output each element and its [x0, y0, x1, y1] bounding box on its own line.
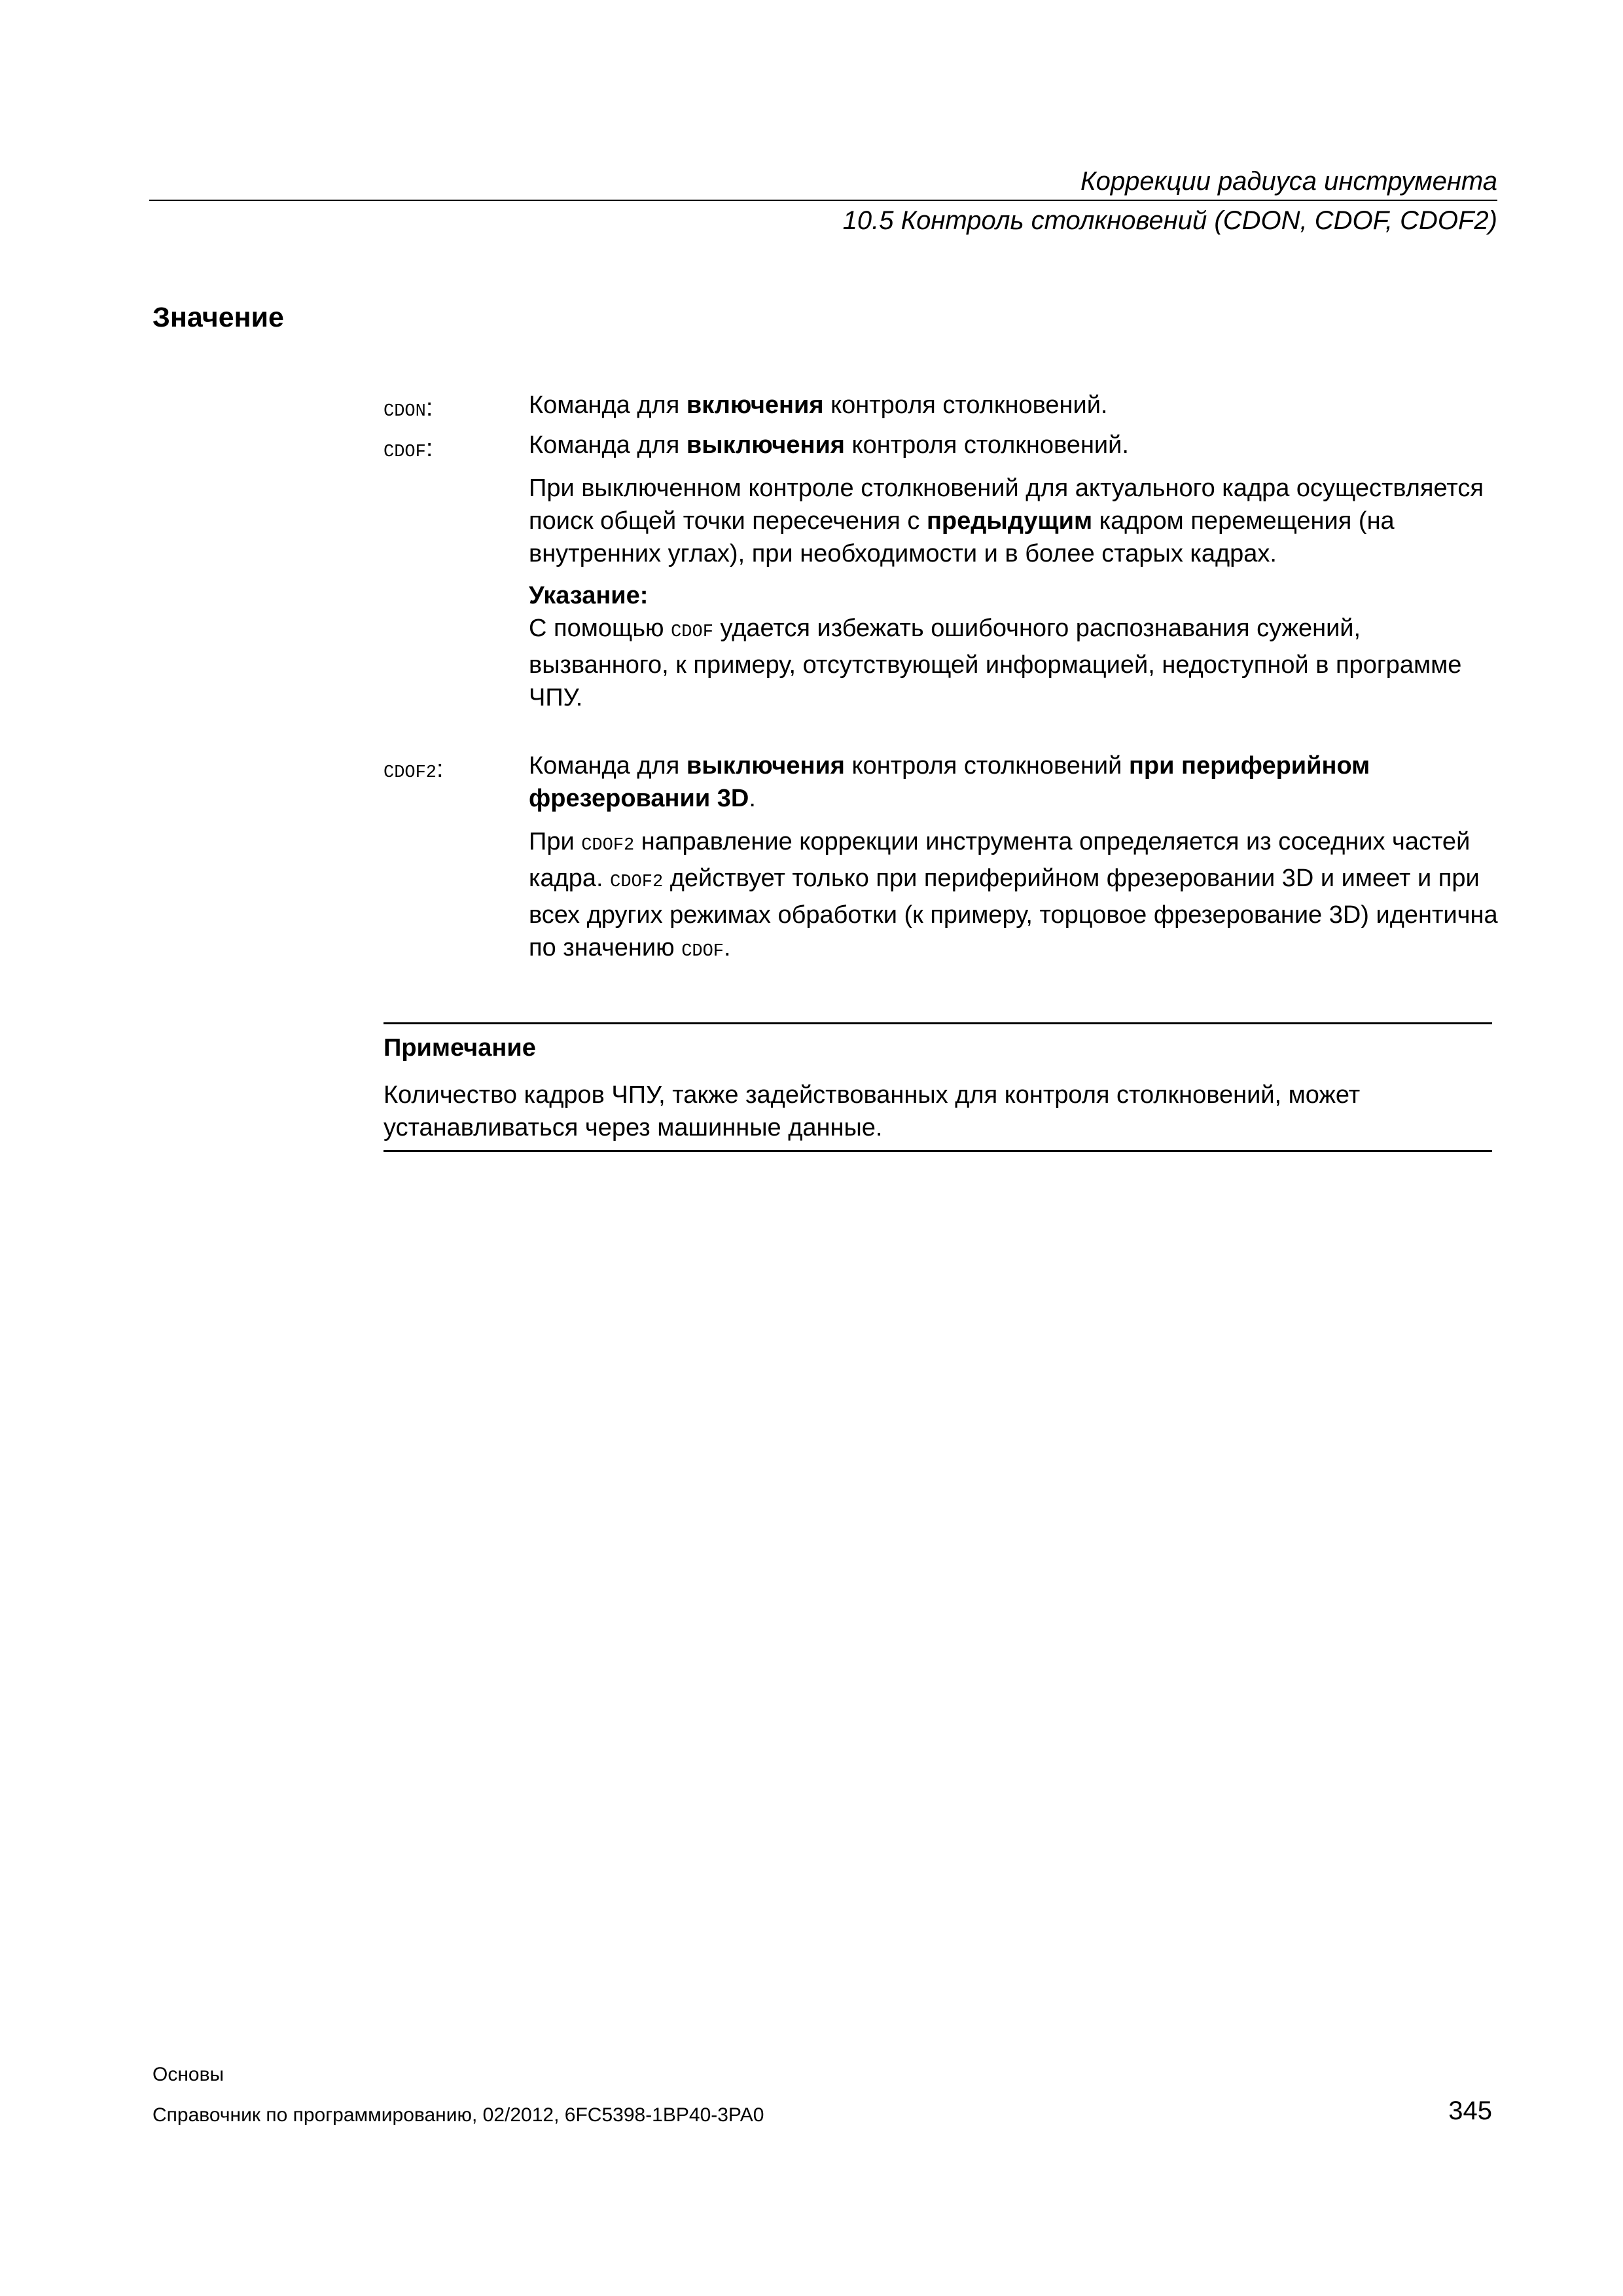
text-span: При [529, 828, 582, 855]
text-span: Команда для [529, 391, 687, 419]
text-span: направление коррекции инструмента определяется из соседних частей кадра. [529, 828, 1471, 892]
footer-doc-title: Основы [152, 2064, 224, 2085]
bold-span: при периферийном фрезеровании 3D [529, 752, 1370, 812]
text-span: удается избежать ошибочного распознавания сужений, вызванного, к примеру, отсутствующей информацией, недоступной в программе ЧПУ. [529, 615, 1462, 711]
term-cdon-colon: : [425, 394, 433, 422]
bold-span: выключения [686, 431, 845, 459]
text-span: . [749, 785, 756, 812]
inline-code: CDOF2 [610, 872, 664, 892]
bold-span: включения [686, 391, 824, 419]
page-number: 345 [1448, 2096, 1492, 2125]
running-header-chapter: Коррекции радиуса инструмента [1080, 167, 1497, 196]
hint-title: Указание: [529, 582, 649, 609]
running-header-section: 10.5 Контроль столкновений (CDON, CDOF, CDOF2) [842, 206, 1497, 235]
definition-cdon [529, 389, 1504, 422]
text-span: При выключенном контроле столкновений для актуального кадра осуществляется поиск общей точки пересечения с [529, 475, 1484, 535]
header-rule [149, 200, 1497, 201]
term-cdon-code: CDON [383, 402, 426, 422]
footer-doc-info: Справочник по программированию, 02/2012, 6FC5398-1BP40-3PA0 [152, 2104, 764, 2126]
bold-span: выключения [686, 752, 845, 780]
note-bottom-rule [383, 1150, 1492, 1152]
term-cdof2-code: CDOF2 [383, 763, 437, 783]
definition-cdof-text [529, 429, 1504, 461]
text-span: контроля столкновений. [823, 391, 1108, 419]
inline-code: CDOF [681, 942, 724, 961]
definition-cdof [529, 429, 1504, 714]
text-span: кадром перемещения (на внутренних углах), при необходимости и в более старых кадрах. [529, 507, 1395, 567]
definition-cdof2-paragraph [529, 825, 1504, 968]
definition-cdof2 [529, 749, 1504, 968]
term-cdof [383, 432, 433, 469]
term-cdof2 [383, 753, 444, 789]
term-cdon [383, 391, 433, 428]
term-cdof-code: CDOF [383, 442, 426, 462]
text-span: контроля столкновений [844, 752, 1129, 780]
term-cdof-colon: : [425, 435, 433, 462]
section-title: Значение [152, 302, 284, 333]
text-span: . [724, 934, 731, 961]
definition-cdof-paragraph [529, 472, 1504, 570]
hint-text [529, 612, 1504, 714]
bold-span: предыдущим [926, 507, 1093, 535]
inline-code: CDOF [671, 622, 713, 642]
text-span: С помощью [529, 615, 671, 642]
note-text: Количество кадров ЧПУ, также задействованных для контроля столкновений, может устанавливаться через машинные данные. [383, 1081, 1361, 1141]
definition-cdon-text [529, 389, 1504, 422]
note-title: Примечание [383, 1034, 536, 1062]
term-cdof2-colon: : [437, 755, 444, 783]
definition-cdof2-text [529, 749, 1504, 815]
inline-code: CDOF2 [581, 836, 635, 855]
text-span: контроля столкновений. [844, 431, 1129, 459]
note-top-rule [383, 1022, 1492, 1024]
text-span: действует только при периферийном фрезеровании 3D и имеет и при всех других режимах обработки (к примеру, торцовое фрезерование 3D) идентична по значению [529, 865, 1498, 961]
text-span: Команда для [529, 431, 687, 459]
text-span: Команда для [529, 752, 687, 780]
